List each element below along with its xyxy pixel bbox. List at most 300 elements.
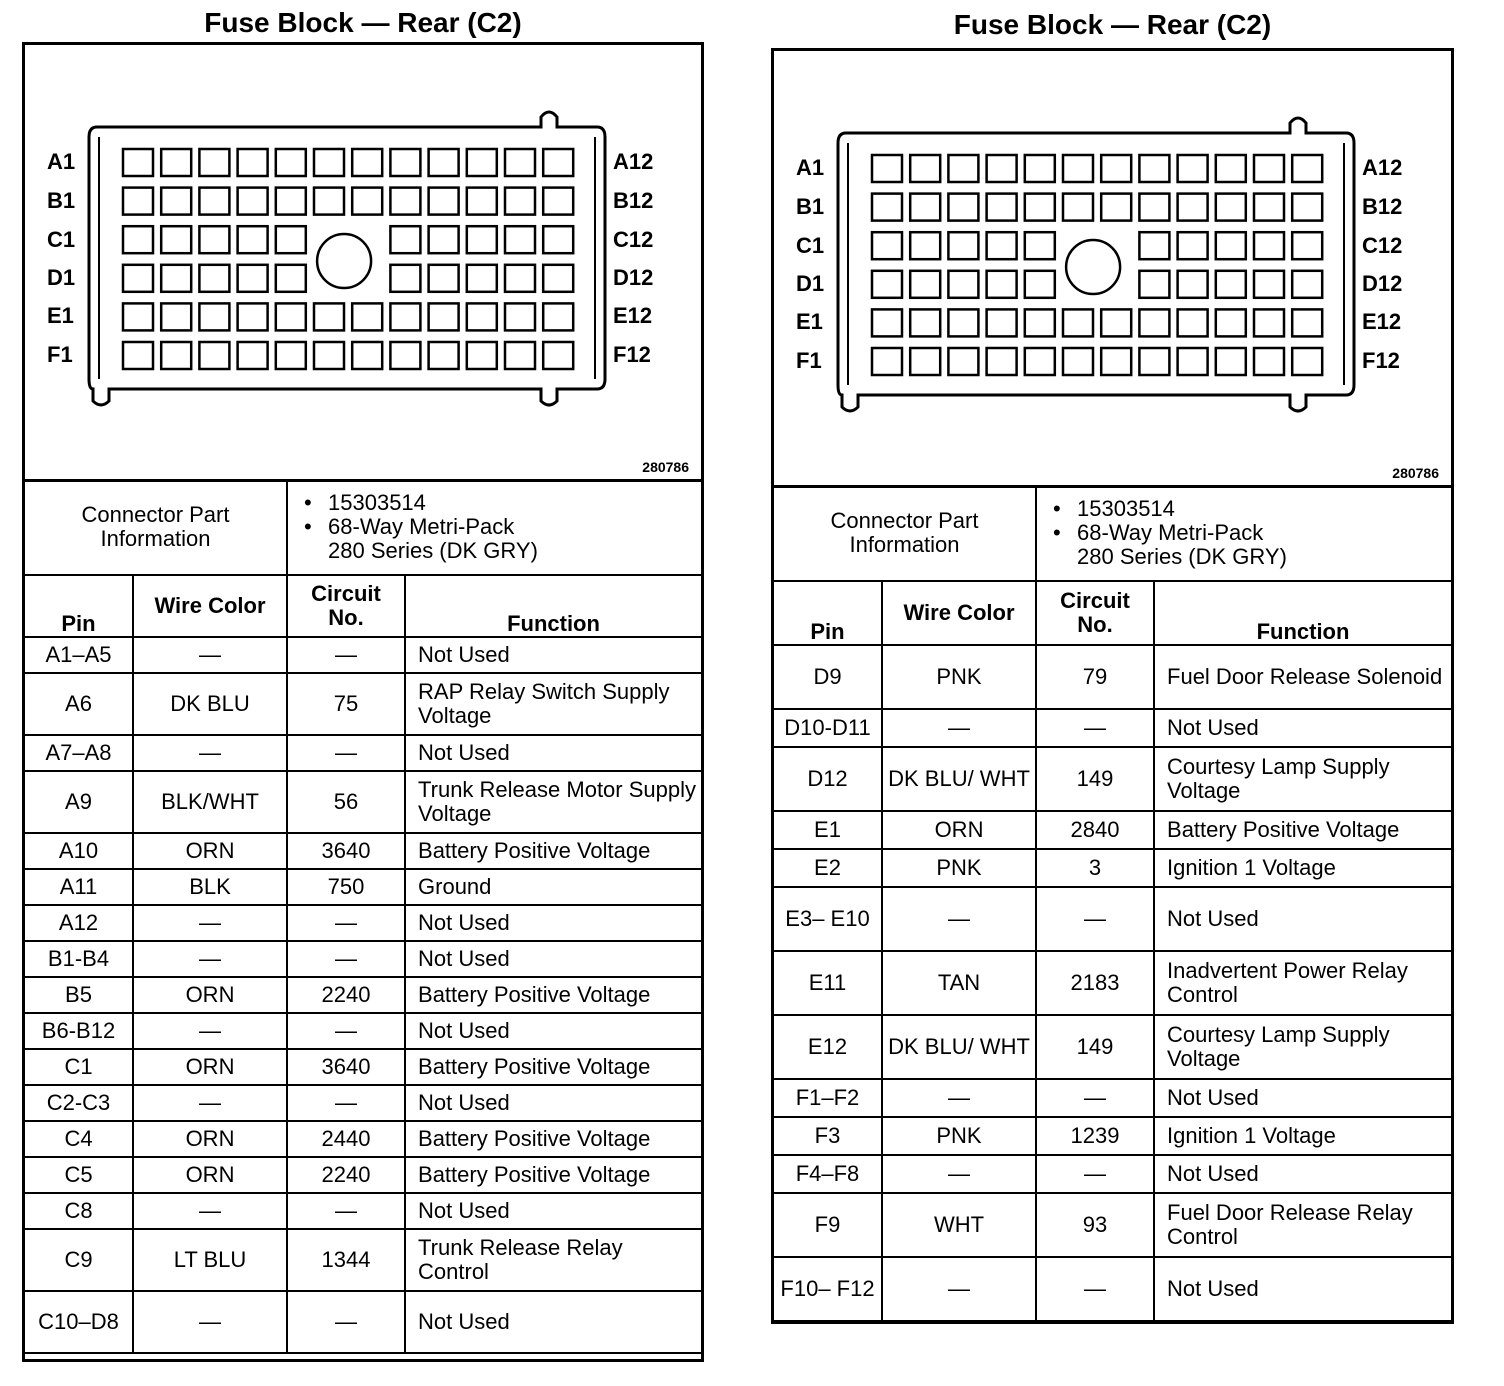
circuit-no-cell: 3640	[287, 1049, 405, 1085]
circuit-no-cell: 3	[1036, 849, 1154, 887]
table-row	[25, 905, 701, 941]
pin-cavity	[872, 232, 902, 259]
wire-color-cell: —	[882, 1257, 1036, 1321]
pin-cell: A12	[25, 905, 133, 941]
pin-cavity	[352, 188, 382, 215]
pin-cavity	[276, 188, 306, 215]
wire-color-cell: —	[882, 1155, 1036, 1193]
row-label-a12: A12	[613, 149, 654, 174]
pin-cavity	[1063, 309, 1093, 336]
pin-cavity	[1254, 309, 1284, 336]
pin-cell: A10	[25, 833, 133, 869]
connector-body	[89, 112, 605, 405]
center-bolt-hole	[1066, 240, 1120, 294]
circuit-no-cell: 2840	[1036, 811, 1154, 849]
row-label-a1: A1	[796, 155, 825, 180]
pin-cell: E1	[774, 811, 882, 849]
pin-cavity	[429, 303, 459, 330]
wire-color-cell: —	[133, 735, 287, 771]
circuit-no-cell: 93	[1036, 1193, 1154, 1257]
header-function: Function	[405, 575, 701, 637]
connector-part-label: Connector Part Information	[774, 485, 1036, 581]
pin-cavity	[199, 265, 229, 292]
pin-cavity	[1139, 194, 1169, 221]
pin-cavity	[238, 303, 268, 330]
pin-cavity	[1101, 348, 1131, 375]
pin-cavity	[987, 309, 1017, 336]
pin-cavity	[161, 265, 191, 292]
pin-cavity	[314, 342, 344, 369]
pin-cavity	[161, 303, 191, 330]
pin-cell: F4–F8	[774, 1155, 882, 1193]
wire-color-cell: —	[133, 1193, 287, 1229]
pin-cavity	[352, 303, 382, 330]
pin-cell: A9	[25, 771, 133, 833]
circuit-no-cell: 149	[1036, 747, 1154, 811]
pin-cell: A6	[25, 673, 133, 735]
wire-color-cell: ORN	[133, 1049, 287, 1085]
row-label-b12: B12	[613, 188, 654, 213]
pin-cavity	[1254, 348, 1284, 375]
pin-cavity	[872, 348, 902, 375]
table-row	[774, 1015, 1451, 1079]
pin-cavity	[352, 149, 382, 176]
connector-series: 280 Series (DK GRY)	[328, 537, 538, 563]
pin-cavity	[987, 348, 1017, 375]
table-row	[774, 811, 1451, 849]
pin-cavity	[872, 155, 902, 182]
pin-cavity	[123, 226, 153, 253]
panel-frame	[22, 42, 704, 1362]
connector-body	[838, 118, 1354, 411]
pin-cavity	[505, 265, 535, 292]
pin-cavity	[314, 303, 344, 330]
pin-cavity	[238, 265, 268, 292]
table-row	[774, 709, 1451, 747]
connector-face-drawing	[25, 45, 701, 479]
connector-part-info	[287, 479, 701, 575]
wire-color-cell: BLK/WHT	[133, 771, 287, 833]
pin-cell: C10–D8	[25, 1291, 133, 1353]
pin-cell: F9	[774, 1193, 882, 1257]
pin-cell: A1–A5	[25, 637, 133, 673]
table-row	[774, 887, 1451, 951]
pin-cell: B5	[25, 977, 133, 1013]
pin-cell: E11	[774, 951, 882, 1015]
pin-cavity	[505, 188, 535, 215]
wire-color-cell: TAN	[882, 951, 1036, 1015]
circuit-no-cell: 149	[1036, 1015, 1154, 1079]
table-row	[25, 1085, 701, 1121]
wire-color-cell: —	[133, 905, 287, 941]
pin-cavity	[910, 309, 940, 336]
function-cell: Trunk Release Motor Supply Voltage	[405, 771, 701, 833]
pin-cavity	[1292, 155, 1322, 182]
circuit-no-cell: 1239	[1036, 1117, 1154, 1155]
table-row	[774, 747, 1451, 811]
function-cell: Courtesy Lamp Supply Voltage	[1154, 747, 1451, 811]
pin-cavity	[1025, 232, 1055, 259]
wire-color-cell: ORN	[133, 1157, 287, 1193]
pin-cavity	[1178, 271, 1208, 298]
function-cell: Ignition 1 Voltage	[1154, 849, 1451, 887]
table-row	[25, 673, 701, 735]
pin-cavity	[390, 149, 420, 176]
pin-cavity	[429, 149, 459, 176]
pin-cavity	[1216, 348, 1246, 375]
pin-cell: D10-D11	[774, 709, 882, 747]
pin-cavity	[467, 188, 497, 215]
pin-cavity	[1139, 271, 1169, 298]
row-label-f12: F12	[613, 342, 651, 367]
pin-cavity	[948, 232, 978, 259]
header-wire-color: Wire Color	[133, 575, 287, 637]
function-cell: Not Used	[1154, 1155, 1451, 1193]
pin-cavity	[987, 155, 1017, 182]
pin-cell: F1–F2	[774, 1079, 882, 1117]
row-label-b1: B1	[796, 194, 825, 219]
pin-cavity	[505, 149, 535, 176]
pin-cavity	[543, 303, 573, 330]
part-number: • 15303514	[1077, 497, 1447, 521]
connector-diagram	[25, 45, 701, 482]
pin-cavity	[872, 309, 902, 336]
circuit-no-cell: 2440	[287, 1121, 405, 1157]
row-label-a12: A12	[1362, 155, 1403, 180]
wire-color-cell: DK BLU	[133, 673, 287, 735]
pin-cavity	[123, 149, 153, 176]
pin-cavity	[543, 342, 573, 369]
circuit-no-cell: —	[1036, 1257, 1154, 1321]
pin-cavity	[161, 149, 191, 176]
pin-cell: C5	[25, 1157, 133, 1193]
pin-cell: B1-B4	[25, 941, 133, 977]
pin-cavity	[238, 226, 268, 253]
pin-cavity	[1178, 232, 1208, 259]
row-label-d12: D12	[613, 265, 654, 290]
pin-cavity	[161, 188, 191, 215]
table-row	[25, 977, 701, 1013]
pin-cavity	[910, 348, 940, 375]
pin-cavity	[199, 226, 229, 253]
pin-cavity	[1025, 309, 1055, 336]
panel-title: Fuse Block — Rear (C2)	[953, 9, 1272, 40]
pin-cell: C9	[25, 1229, 133, 1291]
table-row	[25, 833, 701, 869]
circuit-no-cell: —	[287, 941, 405, 977]
pin-cavity	[467, 265, 497, 292]
header-pin: Pin	[774, 581, 882, 645]
function-cell: Battery Positive Voltage	[405, 833, 701, 869]
pin-cavity	[1025, 155, 1055, 182]
function-cell: RAP Relay Switch Supply Voltage	[405, 673, 701, 735]
pin-cavity	[1292, 348, 1322, 375]
wire-color-cell: PNK	[882, 849, 1036, 887]
wire-color-cell: PNK	[882, 645, 1036, 709]
pin-cavity	[872, 194, 902, 221]
circuit-no-cell: 3640	[287, 833, 405, 869]
wire-color-cell: ORN	[133, 977, 287, 1013]
table-row	[25, 869, 701, 905]
wire-color-cell: DK BLU/ WHT	[882, 1015, 1036, 1079]
row-label-d1: D1	[47, 265, 76, 290]
pin-cavity	[1139, 309, 1169, 336]
wire-color-cell: —	[133, 1291, 287, 1353]
table-row	[25, 1291, 701, 1353]
row-label-f1: F1	[796, 348, 822, 373]
pin-cavity	[1216, 194, 1246, 221]
circuit-no-cell: 75	[287, 673, 405, 735]
wire-color-cell: PNK	[882, 1117, 1036, 1155]
row-label-e12: E12	[613, 303, 653, 328]
connector-part-label: Connector Part Information	[25, 479, 287, 575]
pin-cavity	[1178, 348, 1208, 375]
function-cell: Battery Positive Voltage	[405, 1049, 701, 1085]
pin-cavity	[238, 342, 268, 369]
circuit-no-cell: 56	[287, 771, 405, 833]
pin-cavity	[276, 226, 306, 253]
function-cell: Trunk Release Relay Control	[405, 1229, 701, 1291]
pin-cavity	[199, 303, 229, 330]
function-cell: Ignition 1 Voltage	[1154, 1117, 1451, 1155]
row-label-f1: F1	[47, 342, 73, 367]
pin-cavity	[123, 303, 153, 330]
pin-cavity	[910, 194, 940, 221]
function-cell: Courtesy Lamp Supply Voltage	[1154, 1015, 1451, 1079]
pin-cavity	[352, 342, 382, 369]
circuit-no-cell: —	[287, 1085, 405, 1121]
pin-cell: E3– E10	[774, 887, 882, 951]
table-row	[25, 1193, 701, 1229]
wire-color-cell: ORN	[133, 1121, 287, 1157]
table-row	[25, 1049, 701, 1085]
pin-cavity	[543, 188, 573, 215]
pin-cavity	[543, 265, 573, 292]
wire-color-cell: —	[133, 1085, 287, 1121]
connector-face-drawing	[774, 51, 1451, 485]
pin-cavity	[1216, 271, 1246, 298]
pin-cavity	[1101, 155, 1131, 182]
pin-cavity	[948, 194, 978, 221]
table-row	[774, 1117, 1451, 1155]
circuit-no-cell: —	[287, 637, 405, 673]
pin-cell: A7–A8	[25, 735, 133, 771]
function-cell: Not Used	[405, 735, 701, 771]
table-row	[25, 637, 701, 673]
pin-cavity	[1254, 194, 1284, 221]
pin-cell: D12	[774, 747, 882, 811]
table-row	[774, 1193, 1451, 1257]
row-label-e1: E1	[47, 303, 74, 328]
pin-cell: C1	[25, 1049, 133, 1085]
circuit-no-cell: —	[1036, 887, 1154, 951]
pin-cavity	[1254, 155, 1284, 182]
circuit-no-cell: —	[1036, 709, 1154, 747]
connector-type: • 68-Way Metri-Pack	[1077, 521, 1447, 545]
pin-cavity	[467, 303, 497, 330]
circuit-no-cell: —	[287, 1013, 405, 1049]
diagram-code: 280786	[1392, 465, 1439, 481]
header-circuit-no: Circuit No.	[287, 575, 405, 637]
wire-color-cell: —	[882, 1079, 1036, 1117]
table-row	[774, 1079, 1451, 1117]
circuit-no-cell: —	[287, 1291, 405, 1353]
connector-type: • 68-Way Metri-Pack	[328, 515, 697, 539]
pin-table	[774, 485, 1451, 1322]
center-bolt-hole	[317, 234, 371, 288]
pin-cavity	[1178, 155, 1208, 182]
pin-cavity	[1139, 155, 1169, 182]
function-cell: Battery Positive Voltage	[1154, 811, 1451, 849]
row-label-e1: E1	[796, 309, 823, 334]
circuit-no-cell: —	[287, 1193, 405, 1229]
circuit-no-cell: 2240	[287, 1157, 405, 1193]
pin-cavity	[161, 342, 191, 369]
pin-cavity	[390, 342, 420, 369]
circuit-no-cell: —	[287, 735, 405, 771]
header-pin: Pin	[25, 575, 133, 637]
pin-cavity	[1216, 155, 1246, 182]
pin-cavity	[199, 342, 229, 369]
wire-color-cell: —	[882, 887, 1036, 951]
pin-cavity	[505, 303, 535, 330]
wire-color-cell: BLK	[133, 869, 287, 905]
pin-cavity	[123, 265, 153, 292]
table-row	[774, 951, 1451, 1015]
left-panel	[22, 0, 704, 1386]
table-row	[25, 1013, 701, 1049]
pin-cell: C8	[25, 1193, 133, 1229]
table-row	[25, 771, 701, 833]
function-cell: Not Used	[405, 905, 701, 941]
pin-cavity	[987, 232, 1017, 259]
wire-color-cell: ORN	[133, 833, 287, 869]
pin-cavity	[505, 226, 535, 253]
panel-frame	[771, 48, 1454, 1324]
pin-cavity	[276, 303, 306, 330]
function-cell: Not Used	[405, 1085, 701, 1121]
function-cell: Not Used	[405, 1013, 701, 1049]
wire-color-cell: —	[133, 941, 287, 977]
row-label-a1: A1	[47, 149, 76, 174]
part-number: • 15303514	[328, 491, 697, 515]
pin-cavity	[1178, 194, 1208, 221]
pin-cavity	[1063, 155, 1093, 182]
table-row	[25, 1229, 701, 1291]
pin-cavity	[910, 155, 940, 182]
pin-cavity	[505, 342, 535, 369]
pin-cavity	[276, 342, 306, 369]
pin-cavity	[1139, 232, 1169, 259]
circuit-no-cell: —	[1036, 1079, 1154, 1117]
pin-cavity	[123, 188, 153, 215]
connector-diagram	[774, 51, 1451, 488]
wire-color-cell: —	[882, 709, 1036, 747]
function-cell: Inadvertent Power Relay Control	[1154, 951, 1451, 1015]
pin-cell: B6-B12	[25, 1013, 133, 1049]
pin-cavity	[1216, 232, 1246, 259]
function-cell: Ground	[405, 869, 701, 905]
pin-cavity	[314, 149, 344, 176]
circuit-no-cell: —	[287, 905, 405, 941]
table-row	[25, 941, 701, 977]
pin-cavity	[1025, 194, 1055, 221]
pin-cavity	[1216, 309, 1246, 336]
pin-cavity	[390, 265, 420, 292]
row-label-c1: C1	[796, 233, 825, 258]
pin-cavity	[161, 226, 191, 253]
pin-cavity	[948, 309, 978, 336]
pin-cavity	[1292, 271, 1322, 298]
pin-cavity	[1025, 348, 1055, 375]
header-wire-color: Wire Color	[882, 581, 1036, 645]
right-panel	[771, 0, 1454, 1386]
pin-cavity	[276, 149, 306, 176]
table-row	[774, 1257, 1451, 1321]
pin-cell: D9	[774, 645, 882, 709]
pin-cavity	[429, 226, 459, 253]
pin-cell: E12	[774, 1015, 882, 1079]
pin-cavity	[199, 149, 229, 176]
pin-cavity	[1292, 194, 1322, 221]
circuit-no-cell: 750	[287, 869, 405, 905]
pin-cavity	[314, 188, 344, 215]
row-label-d1: D1	[796, 271, 825, 296]
function-cell: Battery Positive Voltage	[405, 1157, 701, 1193]
function-cell: Battery Positive Voltage	[405, 977, 701, 1013]
row-label-b12: B12	[1362, 194, 1403, 219]
wire-color-cell: —	[133, 637, 287, 673]
pin-cavity	[1063, 194, 1093, 221]
pin-cavity	[987, 271, 1017, 298]
pin-cell: C2-C3	[25, 1085, 133, 1121]
table-row	[25, 735, 701, 771]
header-circuit-no: Circuit No.	[1036, 581, 1154, 645]
circuit-no-cell: —	[1036, 1155, 1154, 1193]
pin-cavity	[1063, 348, 1093, 375]
pin-cavity	[543, 226, 573, 253]
pin-cavity	[948, 348, 978, 375]
header-function: Function	[1154, 581, 1451, 645]
row-label-c12: C12	[613, 227, 654, 252]
pin-cavity	[429, 265, 459, 292]
pin-cavity	[1101, 194, 1131, 221]
wire-color-cell: DK BLU/ WHT	[882, 747, 1036, 811]
row-label-e12: E12	[1362, 309, 1402, 334]
pin-cavity	[429, 188, 459, 215]
table-row	[774, 849, 1451, 887]
pin-cavity	[987, 194, 1017, 221]
pin-cavity	[390, 303, 420, 330]
pin-cavity	[543, 149, 573, 176]
row-label-b1: B1	[47, 188, 76, 213]
row-label-c1: C1	[47, 227, 76, 252]
function-cell: Fuel Door Release Solenoid	[1154, 645, 1451, 709]
diagram-code: 280786	[642, 459, 689, 475]
pin-cavity	[1292, 309, 1322, 336]
pin-cavity	[390, 188, 420, 215]
function-cell: Not Used	[1154, 1257, 1451, 1321]
pin-cell: F3	[774, 1117, 882, 1155]
wire-color-cell: —	[133, 1013, 287, 1049]
circuit-no-cell: 2240	[287, 977, 405, 1013]
function-cell: Not Used	[405, 1291, 701, 1353]
circuit-no-cell: 2183	[1036, 951, 1154, 1015]
pin-cavity	[1139, 348, 1169, 375]
connector-part-info	[1036, 485, 1451, 581]
pin-cavity	[1178, 309, 1208, 336]
pin-cavity	[467, 226, 497, 253]
